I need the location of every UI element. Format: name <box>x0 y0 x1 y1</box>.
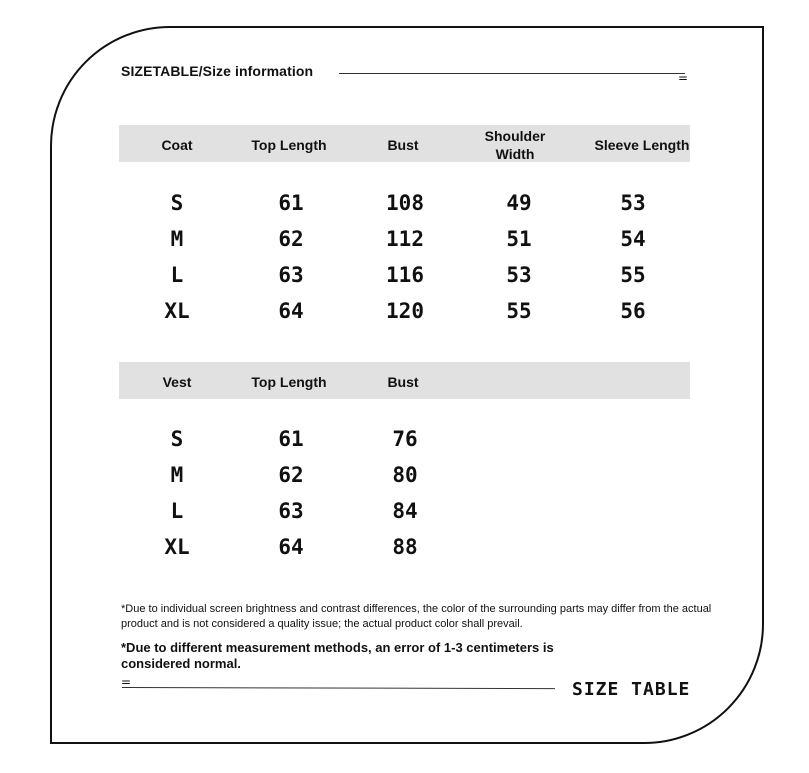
table-cell: 51 <box>506 227 532 251</box>
table-cell: 88 <box>392 535 418 559</box>
table-cell: 55 <box>620 263 646 287</box>
table-cell: 63 <box>278 499 304 523</box>
table-cell: 80 <box>392 463 418 487</box>
table-cell: 64 <box>278 535 304 559</box>
coat-header-cell: Sleeve Length <box>594 137 690 153</box>
table-cell: 53 <box>506 263 532 287</box>
size-cell: L <box>170 263 184 287</box>
table-cell: 112 <box>386 227 424 251</box>
table-cell: 76 <box>392 427 418 451</box>
table-cell: 49 <box>506 191 532 215</box>
table-cell: 54 <box>620 227 646 251</box>
coat-header-cell: Bust <box>387 137 419 153</box>
table-cell: 63 <box>278 263 304 287</box>
size-cell: M <box>170 463 184 487</box>
color-disclaimer: *Due to individual screen brightness and contrast differences, the color of the surrounding parts may differ from the actual product and is not considered a quality issue; the actual product color shall prevail. <box>121 603 712 630</box>
page-title: SIZETABLE/Size information <box>121 63 314 79</box>
vest-header-cell: Top Length <box>251 374 327 390</box>
double-line-icon: = <box>121 675 132 689</box>
coat-header-cell: Shoulder Width <box>484 128 546 162</box>
table-cell: 64 <box>278 299 304 323</box>
size-cell: S <box>170 191 184 215</box>
table-cell: 120 <box>386 299 424 323</box>
table-cell: 62 <box>278 227 304 251</box>
coat-header-cell: Top Length <box>251 137 327 153</box>
measurement-disclaimer: *Due to different measurement methods, an error of 1-3 centimeters is considered normal. <box>121 640 554 671</box>
table-cell: 53 <box>620 191 646 215</box>
table-cell: 61 <box>278 427 304 451</box>
footer-label: SIZE TABLE <box>572 679 691 700</box>
size-cell: L <box>170 499 184 523</box>
vest-header-cell: Bust <box>387 374 419 390</box>
table-cell: 61 <box>278 191 304 215</box>
size-cell: S <box>170 427 184 451</box>
vest-header-cell: Vest <box>162 374 192 390</box>
coat-header-cell: Coat <box>161 137 193 153</box>
double-line-icon: = <box>678 71 689 85</box>
size-cell: XL <box>164 299 190 323</box>
table-cell: 84 <box>392 499 418 523</box>
table-cell: 108 <box>386 191 424 215</box>
size-cell: XL <box>164 535 190 559</box>
table-cell: 62 <box>278 463 304 487</box>
table-cell: 55 <box>506 299 532 323</box>
title-divider <box>339 73 685 74</box>
size-cell: M <box>170 227 184 251</box>
table-cell: 56 <box>620 299 646 323</box>
table-cell: 116 <box>386 263 424 287</box>
